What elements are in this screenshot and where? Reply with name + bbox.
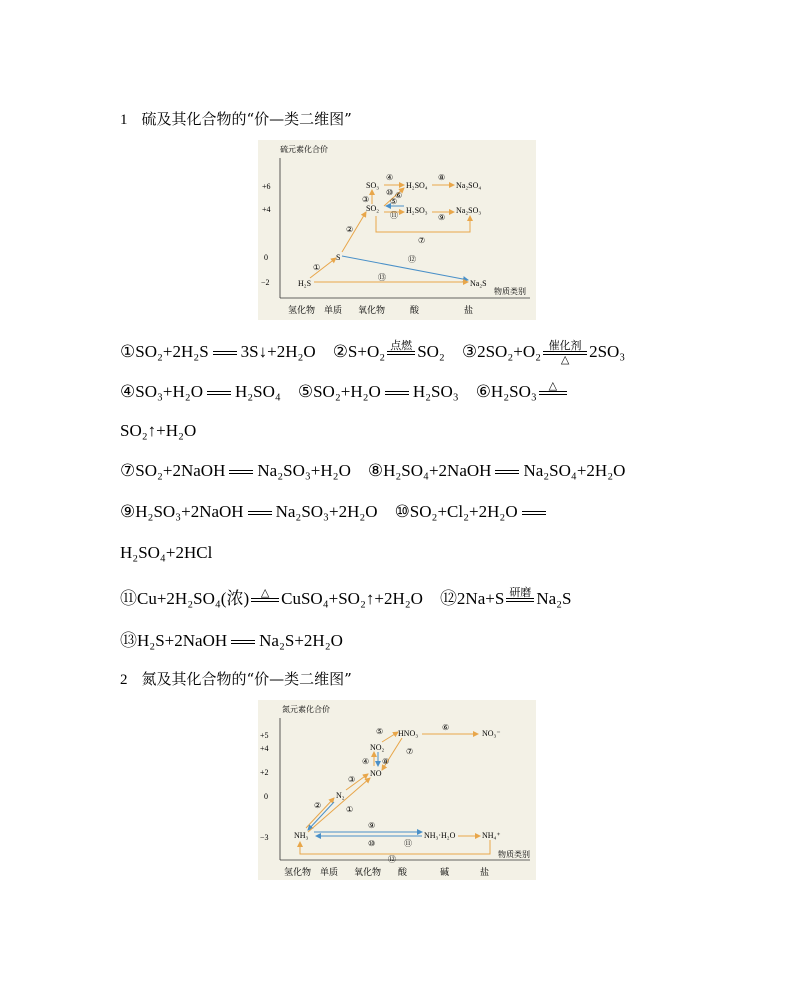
species-no3-ion: NO₃⁻ [482, 729, 501, 738]
species-h2s: H₂S [298, 279, 312, 288]
eq7: ⑦SO₂+2NaOH [120, 461, 226, 480]
eq10-product: H₂SO₄+2HCl [120, 543, 213, 562]
arrow-label: ⑦ [406, 747, 414, 756]
eq3: ③2SO₂+O₂ [461, 341, 542, 361]
species-nh4-ion: NH₄⁺ [482, 831, 501, 840]
x-tick: 单质 [320, 867, 339, 877]
x-tick: 氢化物 [288, 305, 316, 315]
arrow-label: ⑧ [438, 173, 446, 182]
species-h2so3: H₂SO₃ [406, 206, 428, 215]
x-axis-title: 物质类别 [498, 850, 530, 859]
equation-line [120, 626, 343, 651]
eq11-condition: △ [260, 586, 270, 600]
x-tick: 酸 [410, 305, 420, 315]
section-title: 氮及其化合物的“价—类二维图” [141, 670, 352, 688]
equation-line [120, 461, 625, 481]
eq6-condition: △ [548, 379, 558, 392]
arrow-label: ④ [386, 173, 394, 182]
equation-line [120, 584, 572, 613]
eq12: ⑫2Na+S [439, 589, 505, 608]
eq11: ⑪Cu+2H₂SO₄(浓) [120, 589, 250, 608]
arrow-label: ③ [362, 195, 370, 204]
eq9-product: Na₂SO₃+2H₂O [275, 502, 378, 521]
eq13: ⑬H₂S+2NaOH [120, 631, 228, 650]
arrow-label: ⑩ [368, 839, 376, 848]
species-nh3-h2o: NH₃·H₂O [424, 831, 456, 840]
species-na2so3: Na₂SO₃ [456, 206, 482, 215]
arrow-label: ③ [348, 775, 356, 784]
equation-line [120, 380, 569, 406]
y-tick: +6 [262, 182, 271, 191]
section2-heading [120, 668, 352, 689]
x-tick: 氧化物 [354, 867, 382, 877]
eq7-product: Na₂SO₃+H₂O [257, 461, 351, 480]
species-no2: NO₂ [370, 743, 385, 752]
eq6: ⑥H₂SO₃ [475, 381, 537, 401]
y-axis-title: 氮元素化合价 [282, 705, 330, 714]
eq3-condition2: △ [560, 354, 570, 366]
arrow-label: ⑫ [408, 255, 416, 264]
species-no: NO [370, 769, 382, 778]
eq13-product: Na₂S+2H₂O [259, 631, 343, 650]
arrow-label: ⑨ [368, 821, 376, 830]
nitrogen-valence-diagram [258, 700, 536, 880]
eq9: ⑨H₂SO₃+2NaOH [120, 502, 244, 521]
y-tick: −2 [261, 278, 270, 287]
y-tick: +2 [260, 768, 269, 777]
x-tick: 氢化物 [284, 867, 312, 877]
x-axis-title: 物质类别 [494, 287, 526, 296]
arrow-label: ⑥ [442, 723, 450, 732]
eq3-condition: 催化剂 [548, 339, 582, 352]
species-s: S [336, 253, 341, 262]
y-tick: +4 [260, 744, 269, 753]
y-tick: +5 [260, 731, 269, 740]
eq4: ④SO₃+H₂O [120, 381, 203, 401]
arrow-label: ⑩ [386, 188, 394, 197]
eq10: ⑩SO₂+Cl₂+2H₂O [394, 502, 518, 521]
eq11-product: CuSO₄+SO₂↑+2H₂O [281, 589, 423, 608]
eq12-condition: 研磨 [509, 586, 532, 600]
x-tick: 酸 [398, 867, 408, 877]
arrow-label: ⑧ [382, 757, 390, 766]
arrow-label: ⑥ [395, 191, 403, 200]
arrow-label: ⑤ [376, 727, 384, 736]
arrow-label: ② [346, 225, 354, 234]
x-tick: 盐 [480, 867, 490, 877]
equation-line [120, 421, 196, 441]
arrow-label: ⑪ [390, 211, 398, 220]
species-so3: SO₃ [366, 181, 380, 190]
eq5: ⑤SO₂+H₂O [297, 381, 381, 401]
species-nh3: NH₃ [294, 831, 309, 840]
species-hno3: HNO₃ [398, 729, 419, 738]
species-n2: N₂ [336, 791, 345, 800]
sulfur-valence-diagram [258, 140, 536, 320]
y-tick: −3 [260, 833, 269, 842]
x-tick: 单质 [324, 305, 343, 315]
x-tick: 碱 [440, 867, 450, 877]
arrow-label: ④ [362, 757, 370, 766]
arrow-label: ② [314, 801, 322, 810]
y-tick: 0 [264, 253, 268, 262]
arrow-label: ① [313, 263, 321, 272]
eq1: ①SO₂+2H₂S [120, 341, 209, 361]
arrow-label: ⑫ [388, 855, 396, 864]
arrow-label: ① [346, 805, 354, 814]
species-h2so4: H₂SO₄ [406, 181, 428, 190]
eq2: ②S+O₂ [332, 341, 386, 361]
eq2-condition: 点燃 [390, 339, 413, 352]
species-na2s: Na₂S [470, 279, 487, 288]
eq8: ⑧H₂SO₄+2NaOH [367, 461, 492, 480]
arrow-label: ⑪ [404, 839, 412, 848]
y-tick: 0 [264, 792, 268, 801]
section1-heading [120, 108, 352, 129]
section-number: 2 [120, 672, 128, 688]
species-so2: SO₂ [366, 204, 380, 213]
section-title: 硫及其化合物的“价—类二维图” [141, 110, 352, 128]
eq4-product: H₂SO₄ [234, 381, 281, 401]
eq8-product: Na₂SO₄+2H₂O [523, 461, 626, 480]
arrow-label: ⑬ [378, 273, 386, 282]
x-tick: 氧化物 [358, 305, 386, 315]
eq5-product: H₂SO₃ [412, 381, 459, 401]
section-number: 1 [120, 112, 128, 128]
arrow-label: ⑨ [438, 213, 446, 222]
equation-line [120, 502, 550, 522]
arrow-label: ⑦ [418, 236, 426, 245]
eq6-product: SO₂↑+H₂O [120, 421, 197, 440]
y-tick: +4 [262, 205, 271, 214]
eq12-product: Na₂S [536, 589, 572, 608]
x-tick: 盐 [464, 305, 474, 315]
arrow-label: ⑤ [390, 197, 398, 206]
eq2-product: SO₂ [417, 341, 445, 361]
y-axis-title: 硫元素化合价 [280, 145, 328, 154]
equation-line [120, 543, 212, 563]
eq1-product: 3S↓+2H₂O [240, 341, 316, 361]
eq3-product: 2SO₃ [589, 341, 626, 361]
equation-line [120, 340, 625, 366]
species-na2so4: Na₂SO₄ [456, 181, 482, 190]
